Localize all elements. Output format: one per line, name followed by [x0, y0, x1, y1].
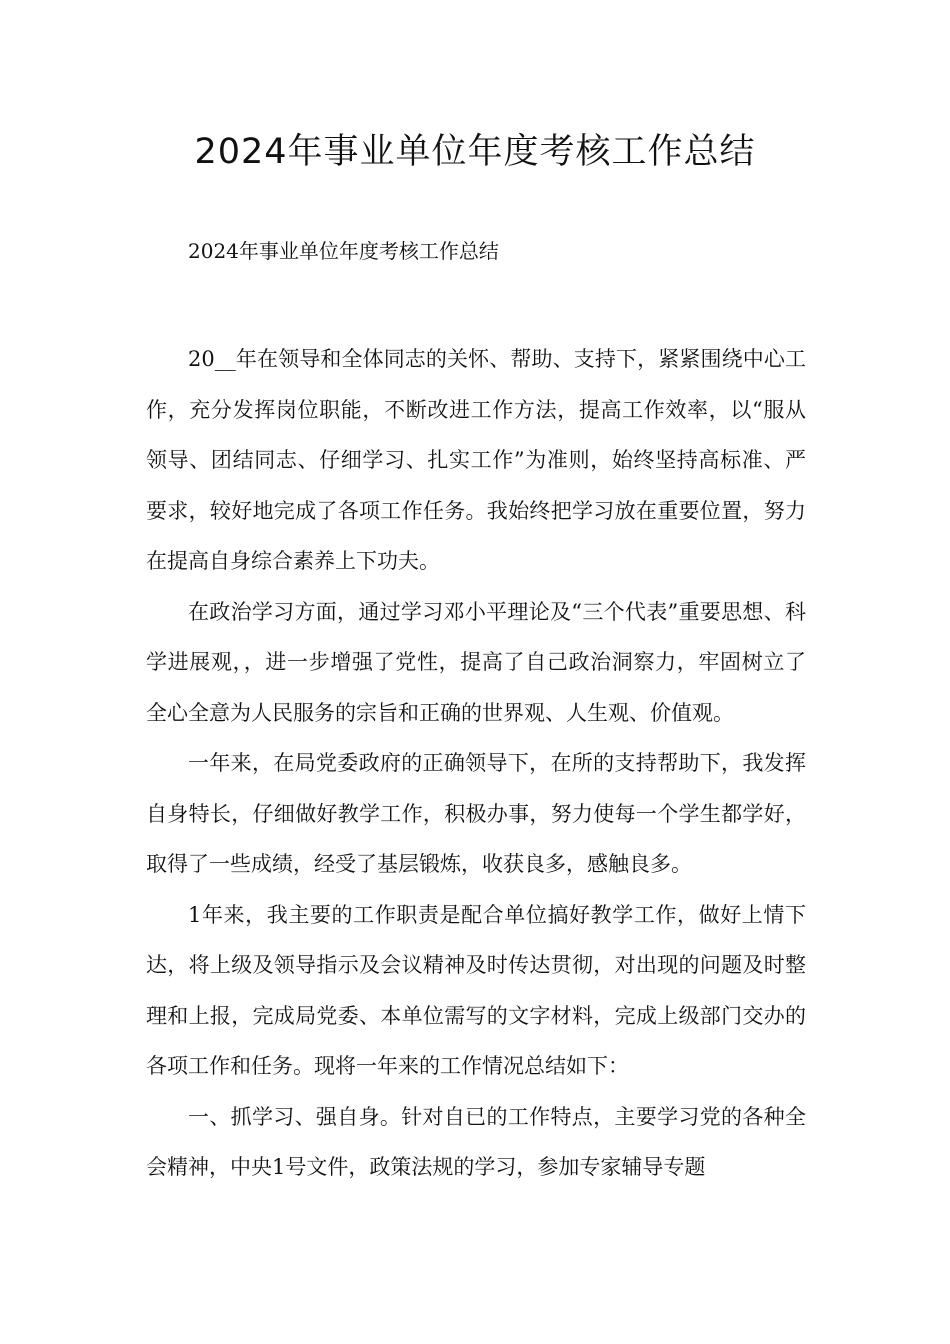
- document-subtitle: 2024年事业单位年度考核工作总结: [188, 239, 499, 263]
- paragraph: 1年来，我主要的工作职责是配合单位搞好教学工作，做好上情下达，将上级及领导指示及会议精神及时传达贯彻，对出现的问题及时整理和上报，完成局党委、本单位需写的文字材料，完成上级部门交办的各项工作和任务。现将一年来的工作情况总结如下：: [146, 902, 806, 1078]
- paragraph: 20__年在领导和全体同志的关怀、帮助、支持下，紧紧围绕中心工作，充分发挥岗位职能，不断改进工作方法，提高工作效率，以“服从领导、团结同志、仔细学习、扎实工作”为准则，始终坚持高标准、严要求，较好地完成了各项工作任务。我始终把学习放在重要位置，努力在提高自身综合素养上下功夫。: [146, 347, 806, 573]
- paragraph: 一年来，在局党委政府的正确领导下，在所的支持帮助下，我发挥自身特长，仔细做好教学工作，积极办事，努力使每一个学生都学好，取得了一些成绩，经受了基层锻炼，收获良多，感触良多。: [146, 751, 806, 876]
- document-title: 2024年事业单位年度考核工作总结: [194, 132, 756, 172]
- document-body: [146, 334, 806, 1193]
- paragraph: 一、抓学习、强自身。针对自已的工作特点，主要学习党的各种全会精神，中央1号文件，政策法规的学习，参加专家辅导专题: [146, 1104, 806, 1179]
- paragraph: 在政治学习方面，通过学习邓小平理论及“三个代表”重要思想、科学进展观，，进一步增强了党性，提高了自己政治洞察力，牢固树立了全心全意为人民服务的宗旨和正确的世界观、人生观、价值观。: [146, 599, 806, 725]
